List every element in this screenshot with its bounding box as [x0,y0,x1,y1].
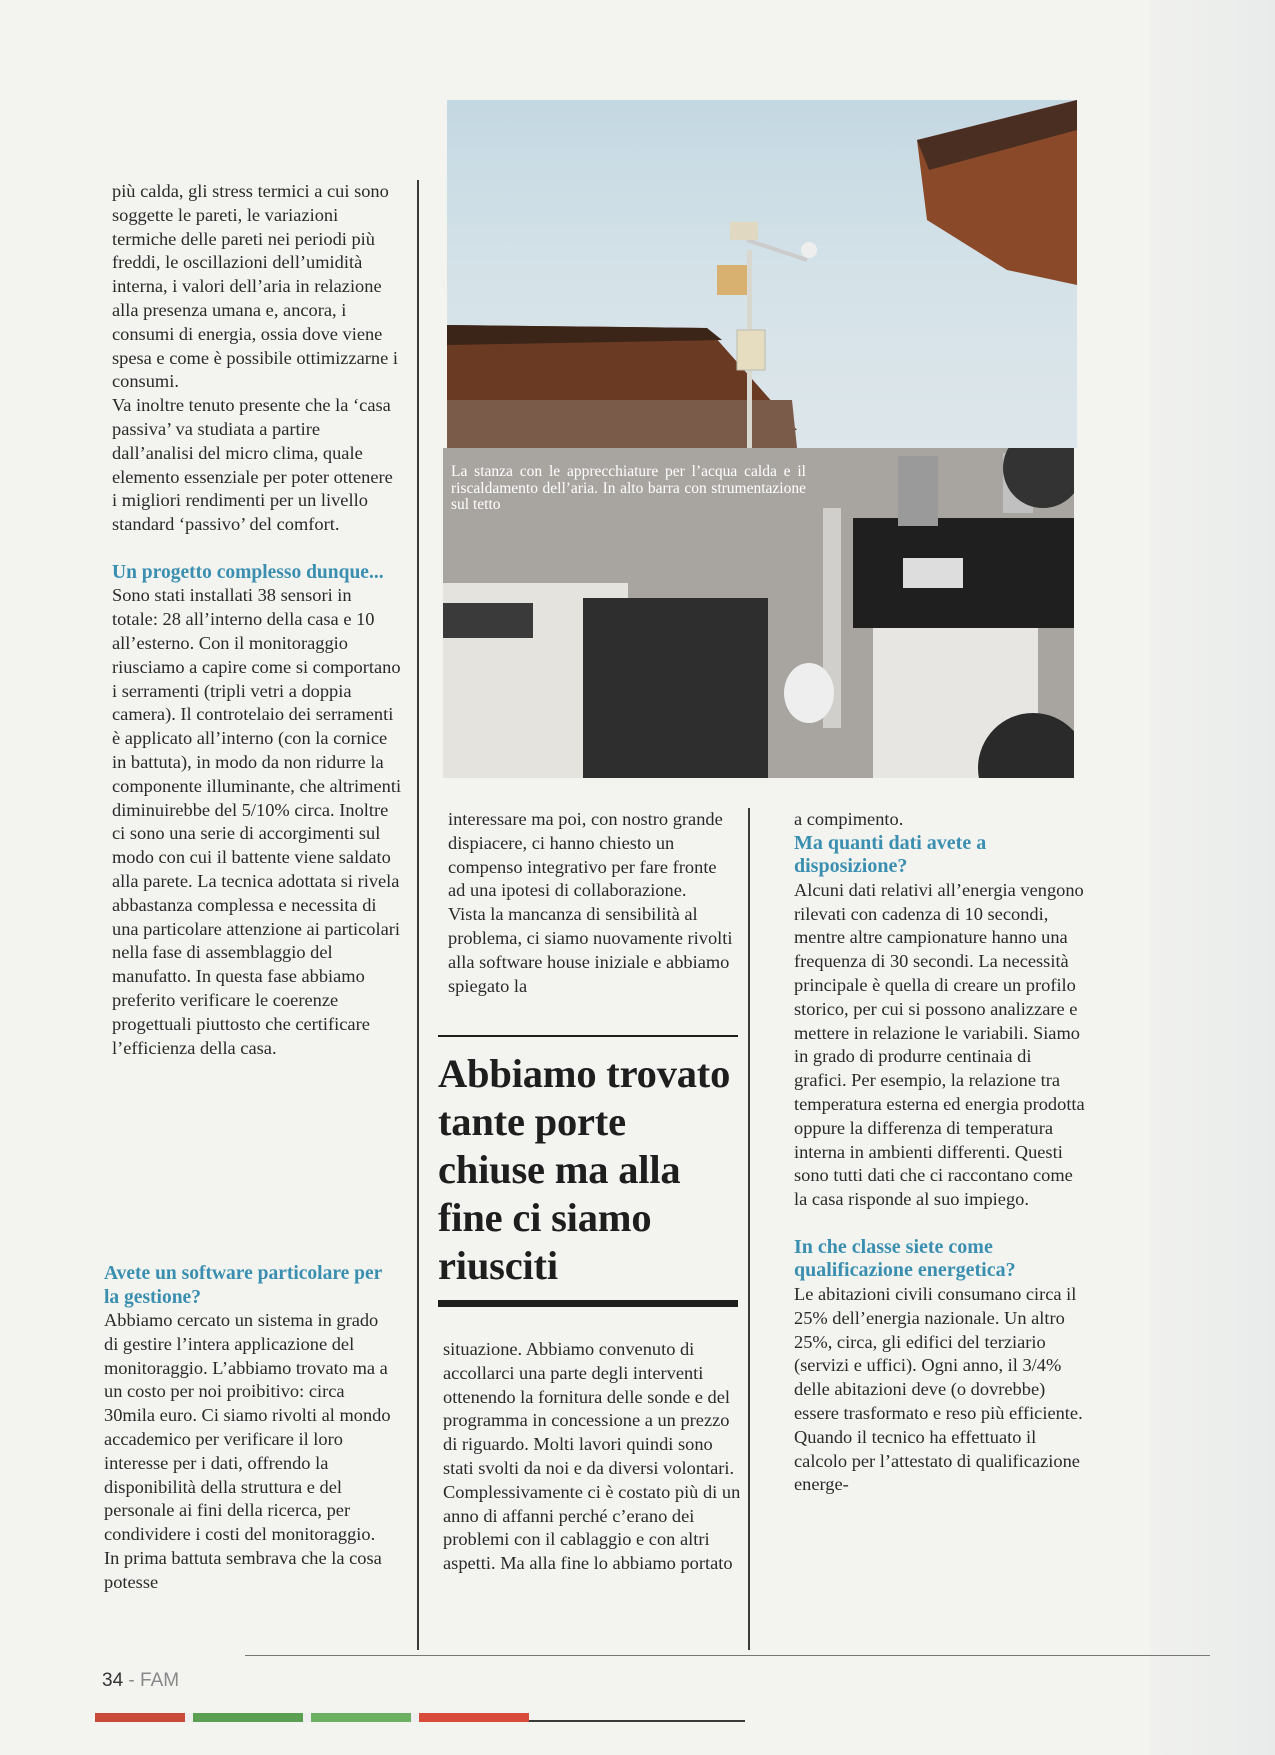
paragraph: Va inoltre tenuto presente che la ‘casa passiva’ va studiata a partire dall’analisi del micro clima, quale elemento essenziale per poter ottenere i migliori rendimenti per un livello standard ‘passivo’ del comfort. [112,395,393,535]
paragraph: Le abitazioni civili consumano circa il 25% dell’energia nazionale. Un altro 25%, circa, gli edifici del terziario (servizi e uffici). Ogni anno, il 3/4% delle abitazioni deve (o dovrebbe) essere trasformato e reso più efficiente. Quando il tecnico ha effettuato il calcolo per l’attestato di qualificazione energe- [794,1283,1083,1495]
paragraph: più calda, gli stress termici a cui sono soggette le pareti, le variazioni termiche delle pareti nei periodi più freddi, le oscillazioni dell’umidità interna, i valori dell’aria in relazione alla presenza umana e, ancora, i consumi di energia, ossia dove viene spesa e come è possibile ottimizzarne i consumi. [112,181,398,392]
page-number: 34 [102,1670,124,1691]
page-edge [1150,0,1275,1755]
section-heading: Un progetto complesso dunque... [112,561,384,583]
column-divider [417,180,419,1650]
quote-rule-top [438,1035,738,1037]
photo-boiler-room [443,448,1074,778]
paragraph: interessare ma poi, con nostro grande dispiacere, ci hanno chiesto un compenso integrativo per fare fronte ad una ipotesi di collaborazione. [448,809,723,901]
paragraph: Sono stati installati 38 sensori in totale: 28 all’interno della casa e 10 all’esterno. Con il monitoraggio riusciamo a capire come si comportano i serramenti (tripli vetri a doppia camera). Il controtelaio dei serramenti è applicato all’interno (con la cornice in battuta), in modo da non ridurre la componente illuminante, che altrimenti diminuirebbe del 5/10% circa. Inoltre ci sono una serie di accorgimenti sul modo con cui il battente viene saldato alla parete. La tecnica adottata si rivela abbastanza complessa e necessita di una particolare attenzione ai particolari nella fase di assemblaggio del manufatto. In questa fase abbiamo preferito verificare le coerenze progettuali piuttosto che certificare l’efficienza della casa. [112,585,402,1058]
photo-roof-instruments [447,100,1077,448]
column-divider [748,808,750,1650]
print-color-bar [95,1713,745,1722]
paragraph: Alcuni dati relativi all’energia vengono rilevati con cadenza di 10 secondi, mentre altre campionature hanno una frequenza di 30 secondi. La necessità principale è quella di creare un profilo storico, per cui si possono analizzare e mettere in relazione le variabili. Siamo in grado di produrre centinaia di grafici. Per esempio, la relazione tra temperatura esterna ed energia prodotta oppure la differenza di temperatura interna in ambienti differenti. Questi sono tutti dati che ci raccontano come la casa risponde al suo impiego. [794,879,1085,1210]
quote-rule-bottom [438,1300,738,1307]
paragraph: Vista la mancanza di sensibilità al problema, ci siamo nuovamente rivolti alla software house iniziale e abbiamo spiegato la [448,904,733,996]
section-heading: In che classe siete come qualificazione energetica? [794,1235,1016,1282]
photo-caption: La stanza con le apprecchiature per l’acqua calda e il riscaldamento dell’aria. In alto barra con strumentazione sul tetto [451,463,806,513]
column-2-bottom [443,1338,743,1576]
page-folio: 34 - FAM [102,1670,180,1691]
paragraph: a compimento. [794,809,904,829]
paragraph: situazione. Abbiamo convenuto di accollarci una parte degli interventi ottenendo la fornitura delle sonde e del programma in concessione a un prezzo di riguardo. Molti lavori quindi sono stati svolti da noi e da diversi volontari. Complessivamente ci è costato più di un anno di affanni perché c’erano dei problemi con il cablaggio e con altri aspetti. Ma alla fine lo abbiamo portato [443,1339,741,1574]
pull-quote: Abbiamo trovato tante porte chiuse ma alla fine ci siamo riusciti [438,1051,731,1288]
magazine-brand: FAM [140,1670,180,1691]
roof-scene [447,100,1077,448]
section-heading: Avete un software particolare per la gestione? [104,1263,382,1308]
column-1-lower [104,1262,394,1595]
column-1 [104,180,402,1592]
footer-rule [245,1655,1210,1656]
column-3 [794,808,1086,1497]
paragraph: Abbiamo cercato un sistema in grado di gestire l’intera applicazione del monitoraggio. L’abbiamo trovato ma a un costo per noi proibitivo: circa 30mila euro. Ci siamo rivolti al mondo accademico per verificare il loro interesse per i dati, offrendo la disponibilità della struttura e del personale ai fini della ricerca, per condividere i costi del monitoraggio. In prima battuta sembrava che la cosa potesse [104,1310,391,1592]
section-heading: Ma quanti dati avete a disposizione? [794,831,987,878]
column-2-top [448,808,738,998]
